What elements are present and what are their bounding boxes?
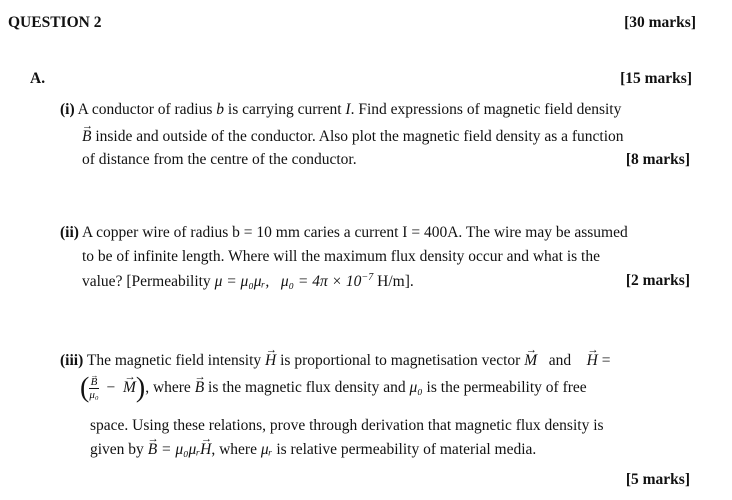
variable-I: I [345, 101, 351, 118]
close-paren: ) [135, 372, 146, 404]
vector-b: → B [195, 379, 204, 397]
vector-h: → H [265, 352, 276, 370]
question-title: QUESTION 2 [8, 14, 102, 31]
part-i-label: (i) [60, 101, 75, 118]
vector-b: → B [82, 128, 91, 146]
part-ii-text: H/m]. [373, 273, 414, 291]
part-iii-text: , where [145, 379, 195, 397]
minus-sign: − [106, 379, 116, 397]
part-iii-marks: [5 marks] [625, 471, 690, 488]
equals-sign: = [601, 352, 611, 369]
part-i-text: . Find expressions of magnetic field density [350, 101, 622, 118]
part-iii-line-2 [80, 372, 587, 404]
variable-b: b [216, 101, 225, 118]
vector-h: → H [200, 441, 211, 459]
vector-m: → M [524, 352, 537, 370]
part-i-text: A conductor of radius [74, 101, 217, 118]
part-ii-label: (ii) [60, 224, 79, 241]
part-iii-text: is relative permeability of material media. [272, 441, 537, 458]
mu0-formula: μ₀ = 4π × 10 [280, 273, 362, 291]
part-iii-text: is the permeability of free [422, 379, 587, 397]
flux-density-formula: = μ₀μᵣ [161, 441, 201, 458]
part-ii-line-3 [82, 272, 414, 291]
part-iii-text: and [548, 352, 572, 369]
part-ii-line-2: to be of infinite length. Where will the maximum flux density occur and what is the [82, 248, 600, 265]
part-iii-text: is the magnetic flux density and [204, 379, 410, 397]
open-paren: ( [80, 372, 90, 404]
b-over-mu0-fraction [89, 376, 98, 401]
vector-b: → B [148, 441, 157, 459]
part-ii-marks: [2 marks] [625, 272, 690, 289]
fraction-denominator: μ₀ [89, 389, 99, 401]
part-i-marks: [8 marks] [625, 151, 690, 168]
part-iii-text: given by [90, 441, 148, 458]
part-ii-text: A copper wire of radius b = 10 mm caries a current I = 400A. The wire may be assumed [78, 224, 628, 241]
part-i-line-3: of distance from the centre of the conductor. [82, 151, 357, 168]
part-i-line-2 [82, 128, 624, 146]
part-iii-line-4 [90, 441, 536, 459]
part-iii-label: (iii) [60, 352, 84, 369]
vector-m: → M [123, 379, 136, 397]
section-label: A. [30, 70, 46, 87]
fraction-numerator: → B [89, 376, 98, 389]
vector-h: → H [587, 352, 598, 370]
exponent: −7 [361, 272, 374, 283]
part-iii-line-3: space. Using these relations, prove through derivation that magnetic flux density is [90, 417, 604, 434]
part-iii-text: , where [211, 441, 261, 458]
part-i-text: inside and outside of the conductor. Also plot the magnetic field density as a function [91, 128, 624, 145]
part-iii-line-1 [60, 352, 610, 370]
section-marks: [15 marks] [620, 70, 692, 87]
mu0-symbol: μ₀ [409, 379, 423, 397]
part-ii-line-1 [60, 224, 628, 242]
part-i-line-1 [60, 101, 621, 119]
permeability-formula: μ = μ₀μᵣ, [214, 273, 270, 291]
question-marks: [30 marks] [624, 14, 696, 31]
part-i-text: is carrying current [224, 101, 346, 118]
part-iii-text: The magnetic field intensity [83, 352, 266, 369]
part-ii-text: value? [Permeability [82, 273, 215, 291]
part-iii-text: is proportional to magnetisation vector [276, 352, 525, 369]
mu-r-symbol: μᵣ [260, 441, 273, 458]
